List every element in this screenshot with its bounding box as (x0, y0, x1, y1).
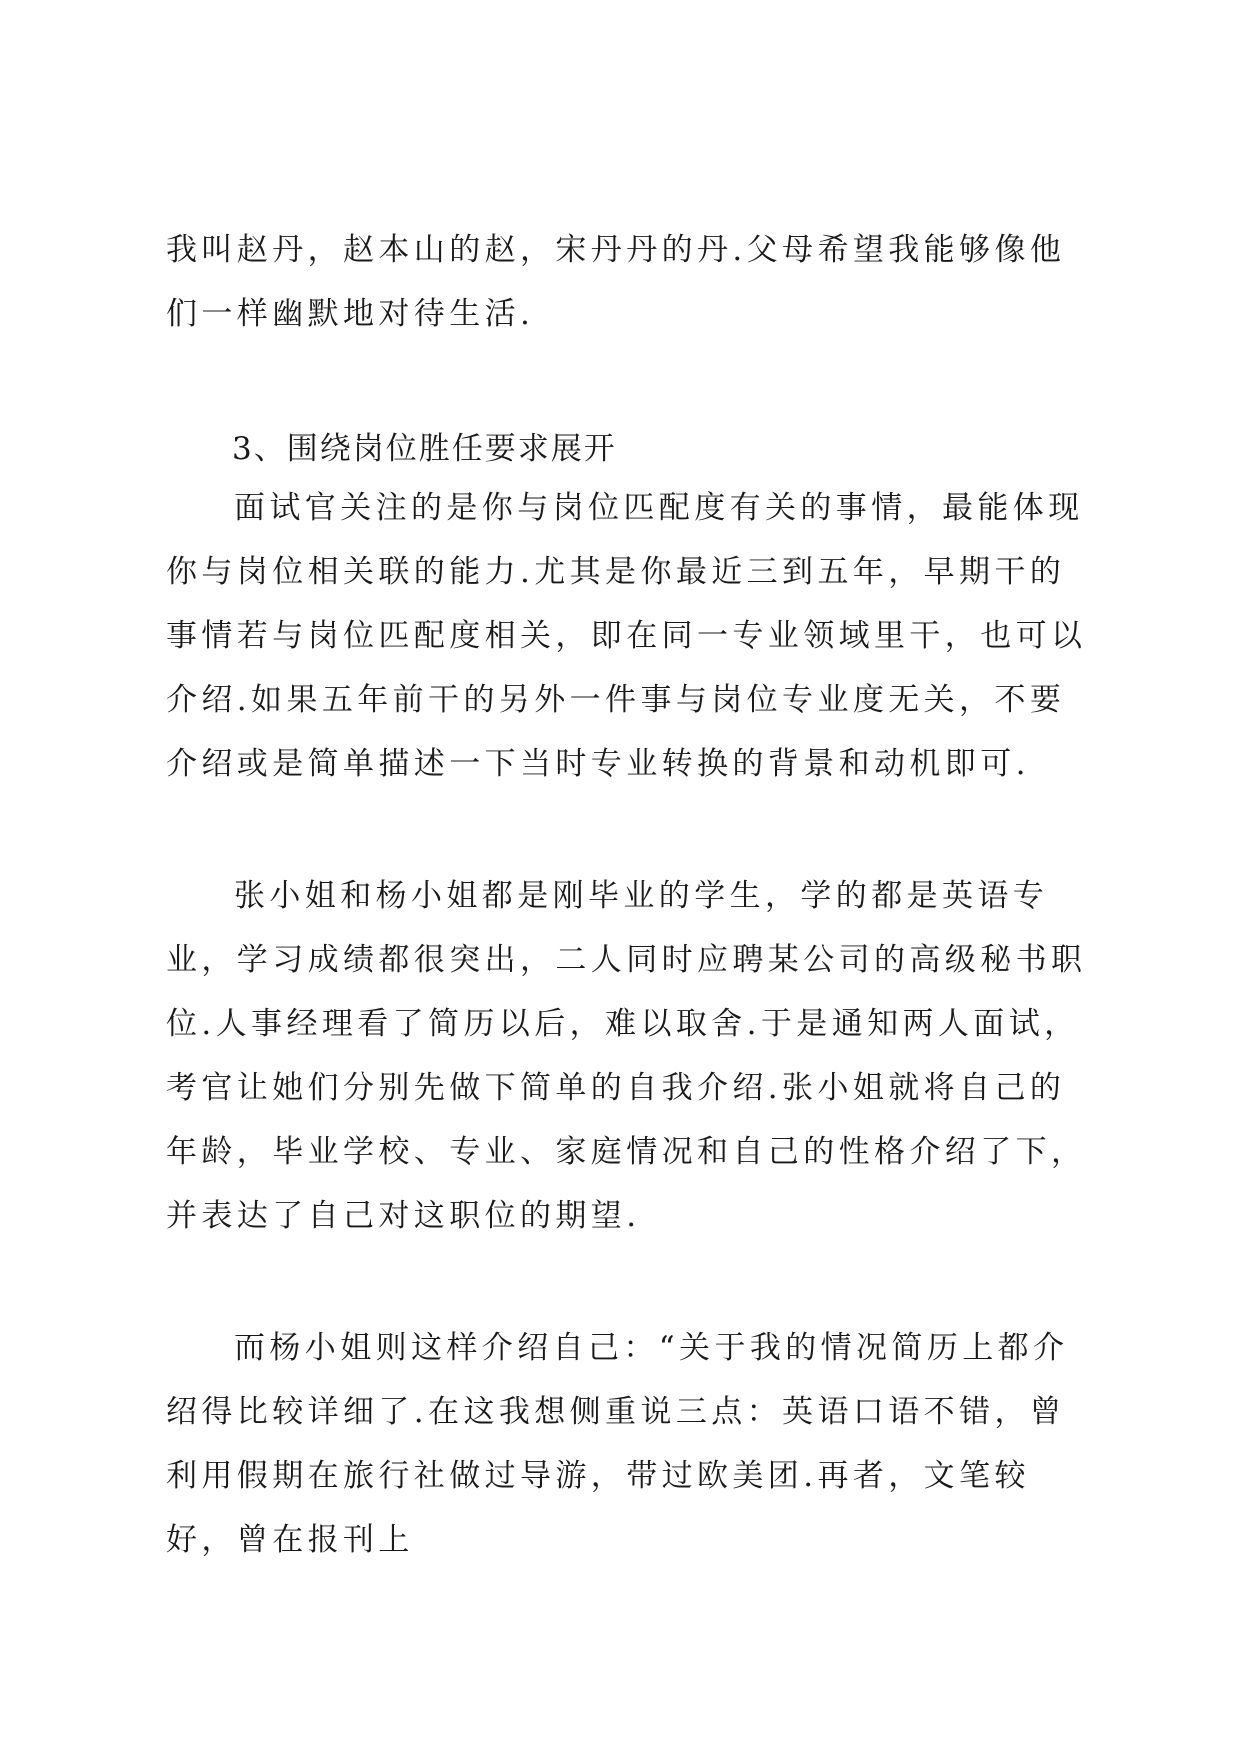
paragraph-intro-name: 我叫赵丹，赵本山的赵，宋丹丹的丹.父母希望我能够像他们一样幽默地对待生活. (166, 232, 1066, 332)
paragraph-example-zhang: 张小姐和杨小姐都是刚毕业的学生，学的都是英语专业，学习成绩都很突出，二人同时应聘某公司的高级秘书职位.人事经理看了简历以后，难以取舍.于是通知两人面试，考官让她们分别先做下简单的自我介绍.张小姐就将自己的年龄，毕业学校、专业、家庭情况和自己的性格介绍了下，并表达了自己对这职位的期望. (166, 878, 1087, 1234)
paragraph-job-match: 面试官关注的是你与岗位匹配度有关的事情，最能体现你与岗位相关联的能力.尤其是你最近三到五年，早期干的事情若与岗位匹配度相关，即在同一专业领域里干，也可以介绍.如果五年前干的另外一件事与岗位专业度无关，不要介绍或是简单描述一下当时专业转换的背景和动机即可. (166, 490, 1087, 782)
paragraph-example-yang: 而杨小姐则这样介绍自己：“关于我的情况简历上都介绍得比较详细了.在这我想侧重说三点：英语口语不错，曾利用假期在旅行社做过导游，带过欧美团.再者，文笔较好，曾在报刊上 (166, 1330, 1069, 1558)
section-heading: 3、围绕岗位胜任要求展开 (232, 431, 617, 467)
